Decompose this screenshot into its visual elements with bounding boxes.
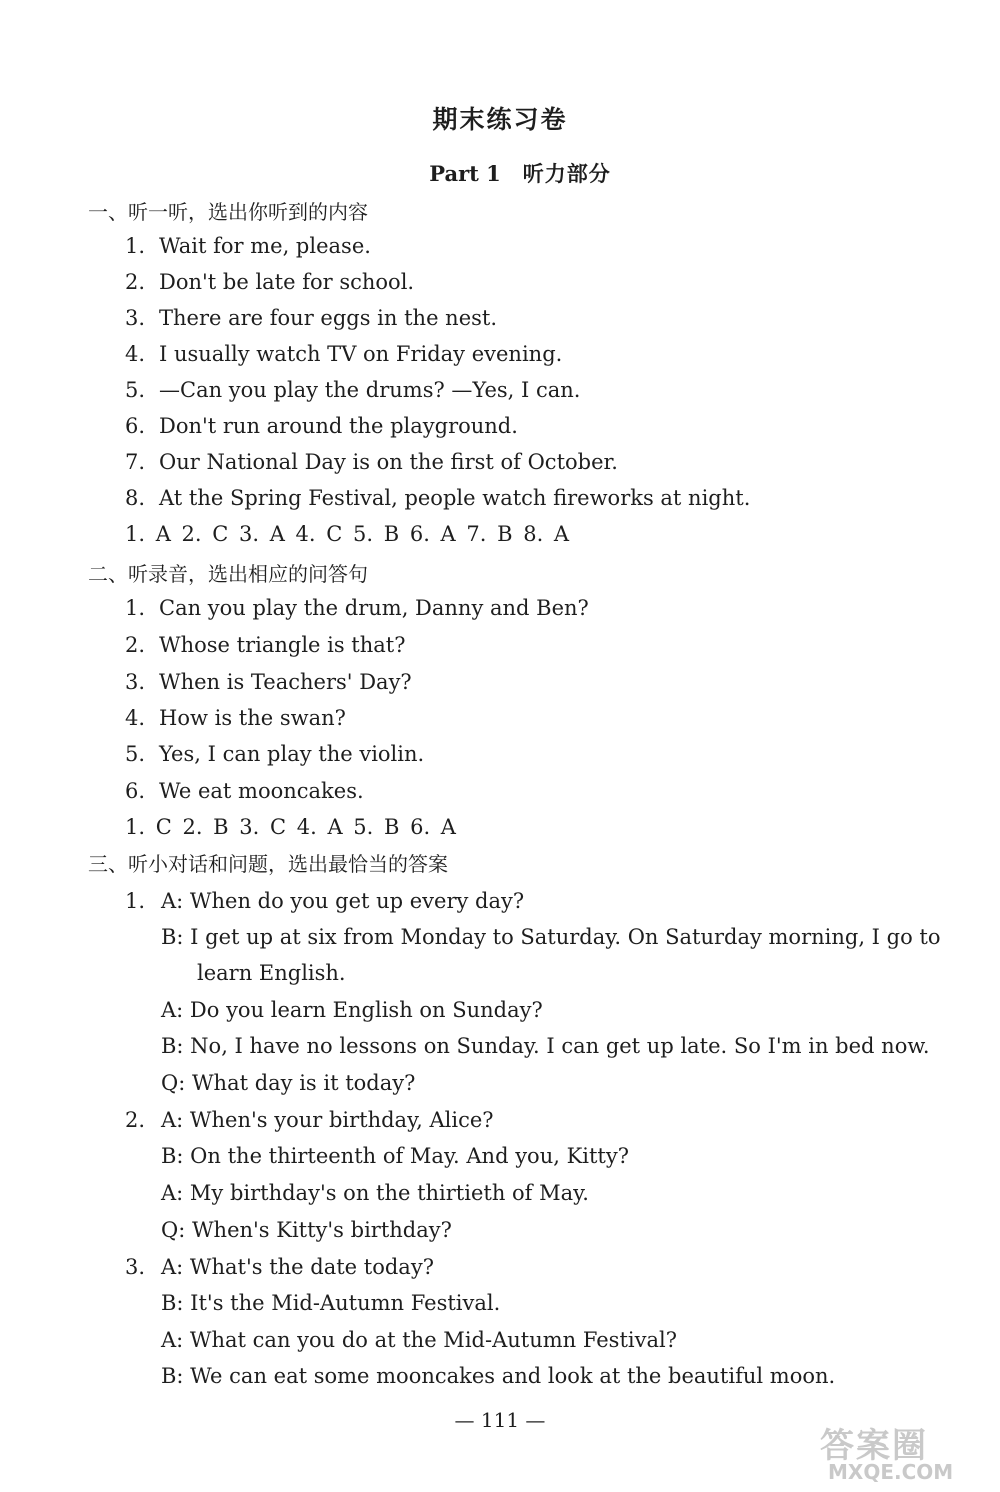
section1-item: 2. Don't be late for school. — [125, 270, 415, 294]
dialogue-1-line: 1. A: When do you get up every day? — [125, 889, 525, 913]
section1-item: 7. Our National Day is on the first of October. — [125, 450, 618, 474]
part-heading — [0, 158, 1000, 188]
dialogue-1-line: B: No, I have no lessons on Sunday. I can get up late. So I'm in bed now. — [161, 1034, 930, 1058]
section1-answers: 1. A 2. C 3. A 4. C 5. B 6. A 7. B 8. A — [125, 522, 570, 546]
section1-item: 5. —Can you play the drums? —Yes, I can. — [125, 378, 581, 402]
dialogue-1-line: learn English. — [197, 961, 346, 985]
part-name: 听力部分 — [522, 162, 611, 186]
dialogue-2-line: A: My birthday's on the thirtieth of May. — [161, 1181, 589, 1205]
section2-item: 3. When is Teachers' Day? — [125, 670, 412, 694]
section3-heading: 三、听小对话和问题，选出最恰当的答案 — [88, 852, 448, 876]
dialogue-1-line: A: Do you learn English on Sunday? — [161, 998, 543, 1022]
dialogue-2-question: Q: When's Kitty's birthday? — [161, 1218, 452, 1242]
page-number: — 111 — — [454, 1408, 546, 1432]
section1-item: 8. At the Spring Festival, people watch fireworks at night. — [125, 486, 751, 510]
section2-item: 5. Yes, I can play the violin. — [125, 742, 425, 766]
section2-heading: 二、听录音，选出相应的问答句 — [88, 562, 368, 586]
section1-item: 6. Don't run around the playground. — [125, 414, 518, 438]
section1-item: 1. Wait for me, please. — [125, 234, 371, 258]
page-title: 期末练习卷 — [432, 105, 568, 134]
section2-answers: 1. C 2. B 3. C 4. A 5. B 6. A — [125, 815, 456, 839]
section1-heading: 一、听一听，选出你听到的内容 — [88, 200, 368, 224]
part-label: Part 1 — [429, 161, 501, 186]
dialogue-1-line: B: I get up at six from Monday to Saturday. On Saturday morning, I go to — [161, 925, 941, 949]
dialogue-3-line: B: It's the Mid-Autumn Festival. — [161, 1291, 501, 1315]
dialogue-3-line: B: We can eat some mooncakes and look at the beautiful moon. — [161, 1364, 836, 1388]
section2-item: 2. Whose triangle is that? — [125, 633, 406, 657]
section2-item: 1. Can you play the drum, Danny and Ben? — [125, 596, 589, 620]
watermark-text: 答案圈 — [820, 1426, 928, 1466]
dialogue-2-line: 2. A: When's your birthday, Alice? — [125, 1108, 494, 1132]
watermark-url: MXQE.COM — [828, 1460, 954, 1484]
dialogue-3-line: 3. A: What's the date today? — [125, 1255, 434, 1279]
watermark-logo — [820, 1418, 990, 1486]
section1-item: 4. I usually watch TV on Friday evening. — [125, 342, 563, 366]
dialogue-2-line: B: On the thirteenth of May. And you, Kitty? — [161, 1144, 629, 1168]
dialogue-3-line: A: What can you do at the Mid-Autumn Festival? — [161, 1328, 677, 1352]
section2-item: 6. We eat mooncakes. — [125, 779, 364, 803]
section2-item: 4. How is the swan? — [125, 706, 346, 730]
dialogue-1-question: Q: What day is it today? — [161, 1071, 416, 1095]
section1-item: 3. There are four eggs in the nest. — [125, 306, 498, 330]
